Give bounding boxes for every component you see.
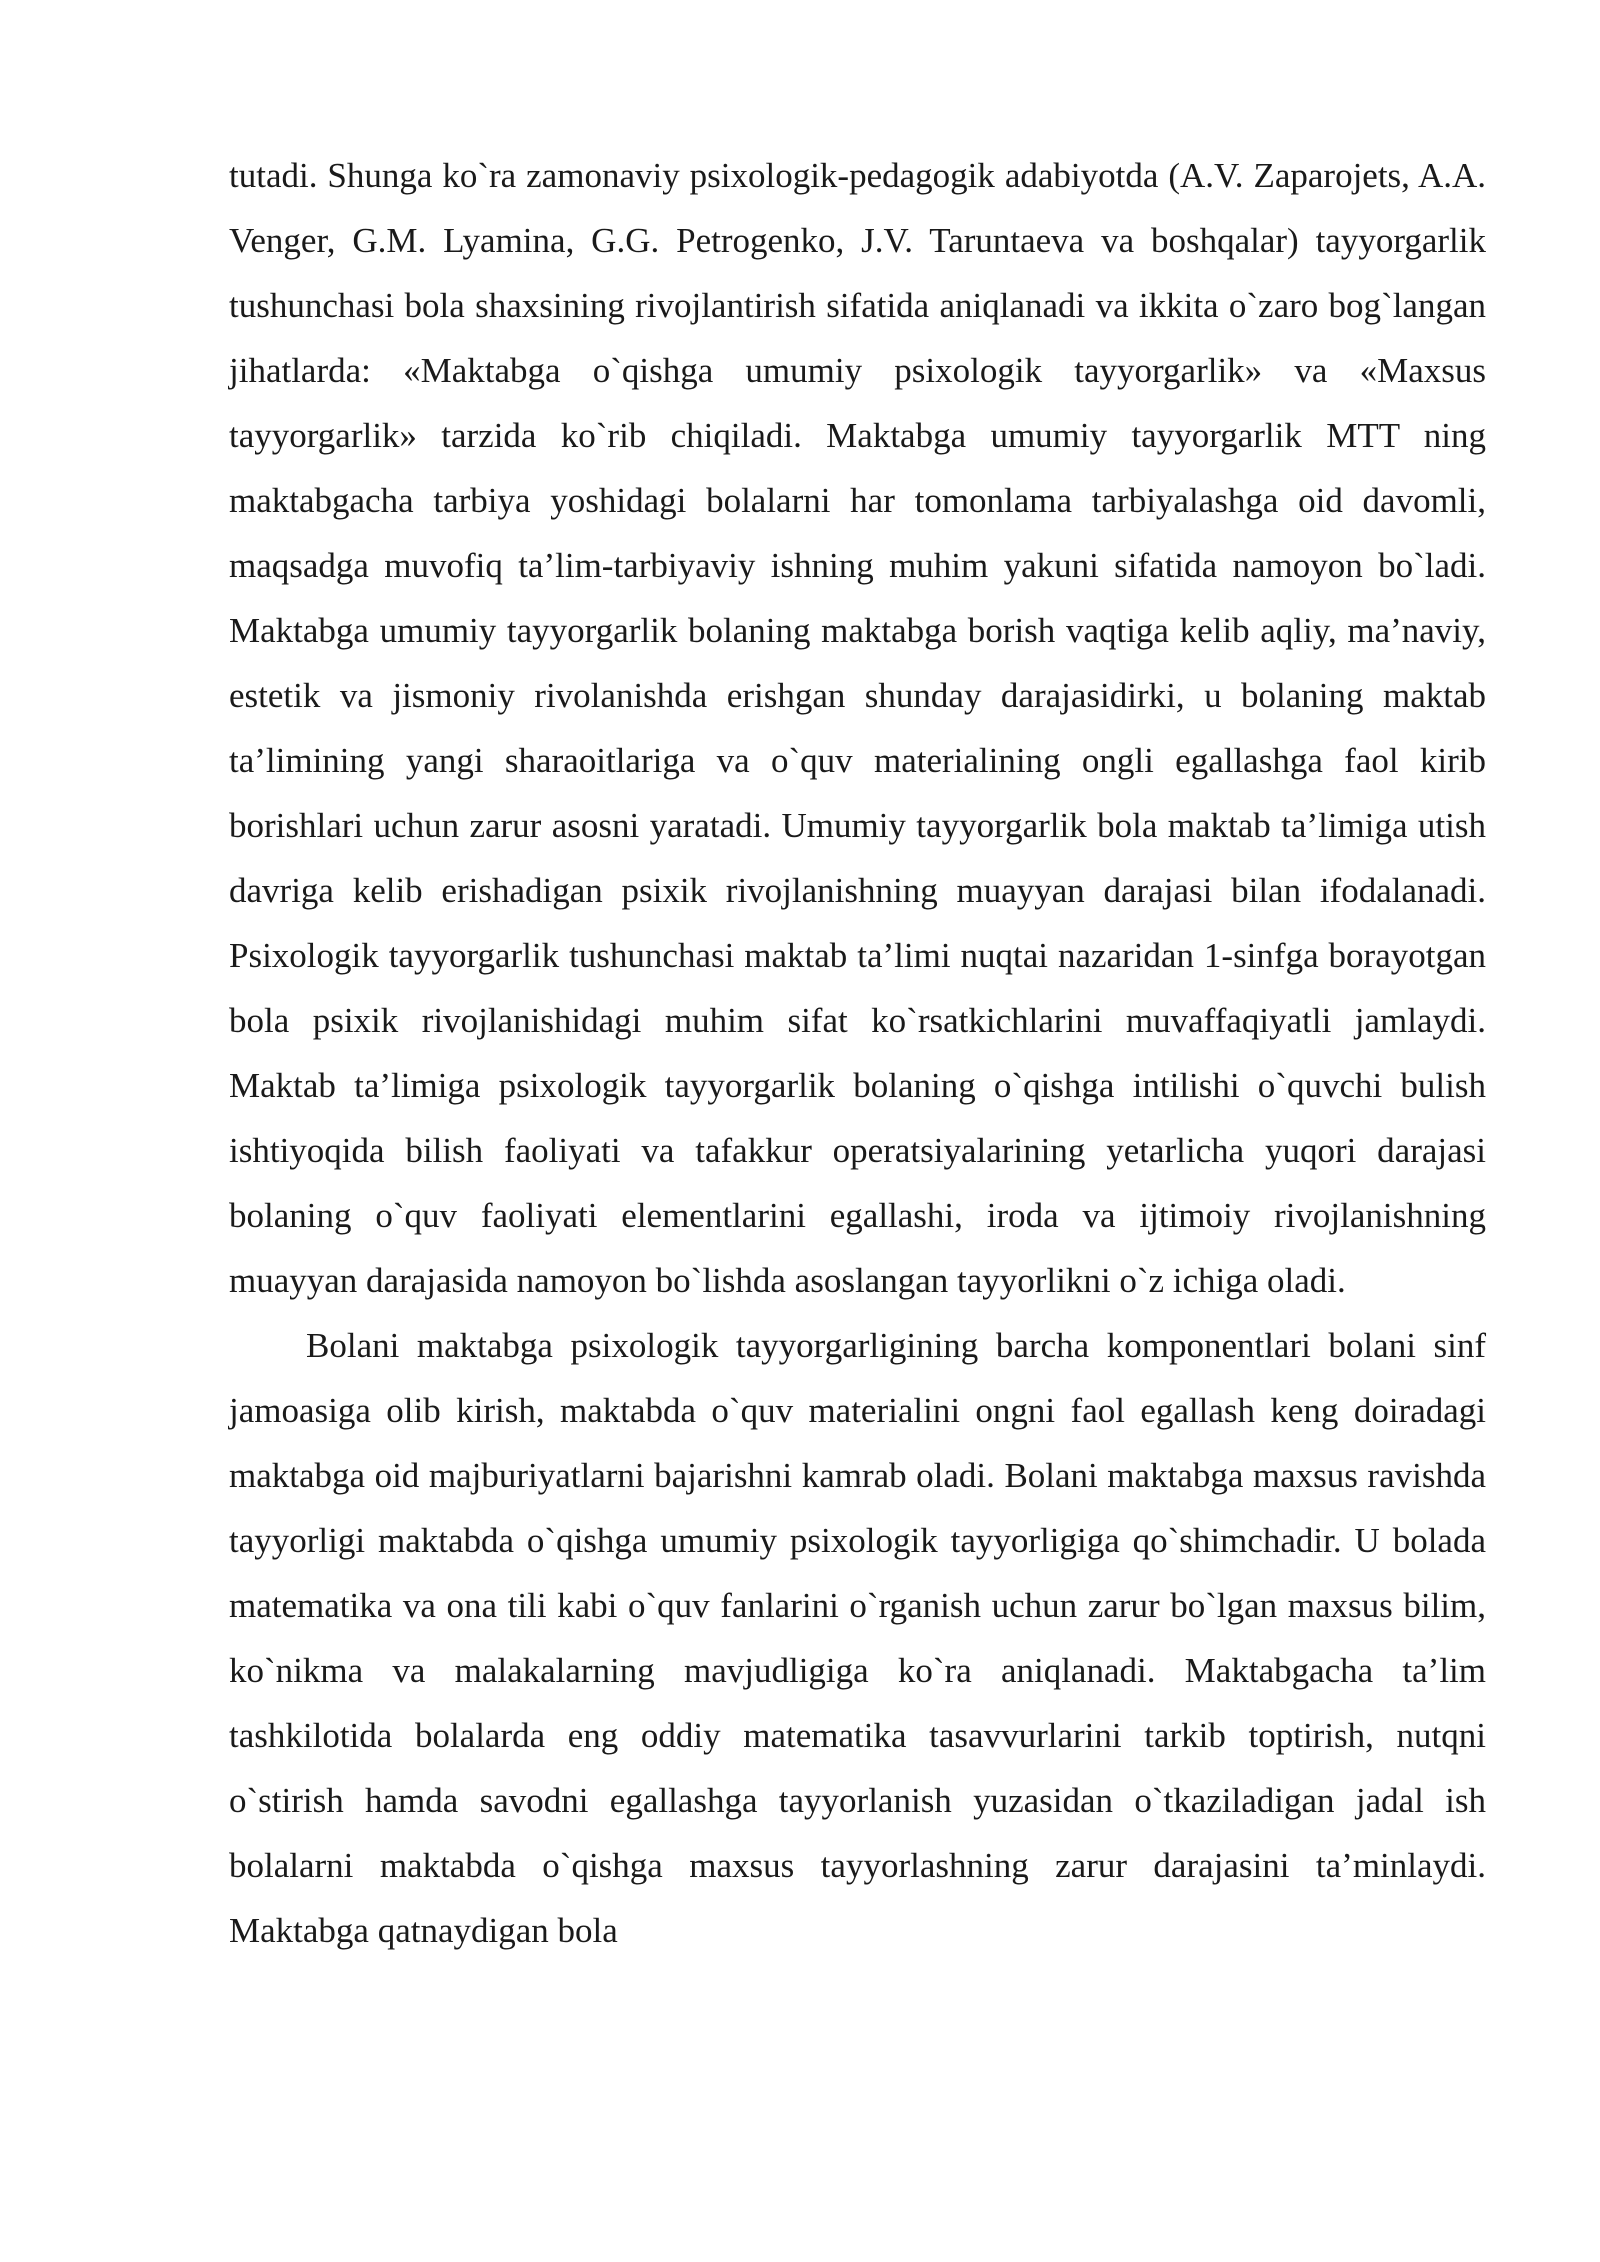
- paragraph-psychological-readiness: Bolani maktabga psixologik tayyorgarligining barcha komponentlari bolani sinf jamoasiga olib kirish, maktabda o`quv materialini ongni faol egallash keng doiradagi maktabga oid majburiyatlarni bajarishni kamrab oladi. Bolani maktabga maxsus ravishda tayyorligi maktabda o`qishga umumiy psixologik tayyorligiga qo`shimchadir. U bolada matematika va ona tili kabi o`quv fanlarini o`rganish uchun zarur bo`lgan maxsus bilim, ko`nikma va malakalarning mavjudligiga ko`ra aniqlanadi. Maktabgacha ta’lim tashkilotida bolalarda eng oddiy matematika tasavvurlarini tarkib toptirish, nutqni o`stirish hamda savodni egallashga tayyorlanish yuzasidan o`tkaziladigan jadal ish bolalarni maktabda o`qishga maxsus tayyorlashning zarur darajasini ta’minlaydi. Maktabga qatnaydigan bola: [229, 1326, 1486, 1950]
- document-body: [229, 143, 1486, 1963]
- paragraph-continuation: tutadi. Shunga ko`ra zamonaviy psixologik-pedagogik adabiyotda (A.V. Zaparojets, A.A. Venger, G.M. Lyamina, G.G. Petrogenko, J.V. Taruntaeva va boshqalar) tayyorgarlik tushunchasi bola shaxsining rivojlantirish sifatida aniqlanadi va ikkita o`zaro bog`langan jihatlarda: «Maktabga o`qishga umumiy psixologik tayyorgarlik» va «Maxsus tayyorgarlik» tarzida ko`rib chiqiladi. Maktabga umumiy tayyorgarlik MTT ning maktabgacha tarbiya yoshidagi bolalarni har tomonlama tarbiyalashga oid davomli, maqsadga muvofiq ta’lim-tarbiyaviy ishning muhim yakuni sifatida namoyon bo`ladi. Maktabga umumiy tayyorgarlik bolaning maktabga borish vaqtiga kelib aqliy, ma’naviy, estetik va jismoniy rivolanishda erishgan shunday darajasidirki, u bolaning maktab ta’limining yangi sharaoitlariga va o`quv materialining ongli egallashga faol kirib borishlari uchun zarur asosni yaratadi. Umumiy tayyorgarlik bola maktab ta’limiga utish davriga kelib erishadigan psixik rivojlanishning muayyan darajasi bilan ifodalanadi. Psixologik tayyorgarlik tushunchasi maktab ta’limi nuqtai nazaridan 1-sinfga borayotgan bola psixik rivojlanishidagi muhim sifat ko`rsatkichlarini muvaffaqiyatli jamlaydi. Maktab ta’limiga psixologik tayyorgarlik bolaning o`qishga intilishi o`quvchi bulish ishtiyoqida bilish faoliyati va tafakkur operatsiyalarining yetarlicha yuqori darajasi bolaning o`quv faoliyati elementlarini egallashi, iroda va ijtimoiy rivojlanishning muayyan darajasida namoyon bo`lishda asoslangan tayyorlikni o`z ichiga oladi.: [229, 156, 1486, 1300]
